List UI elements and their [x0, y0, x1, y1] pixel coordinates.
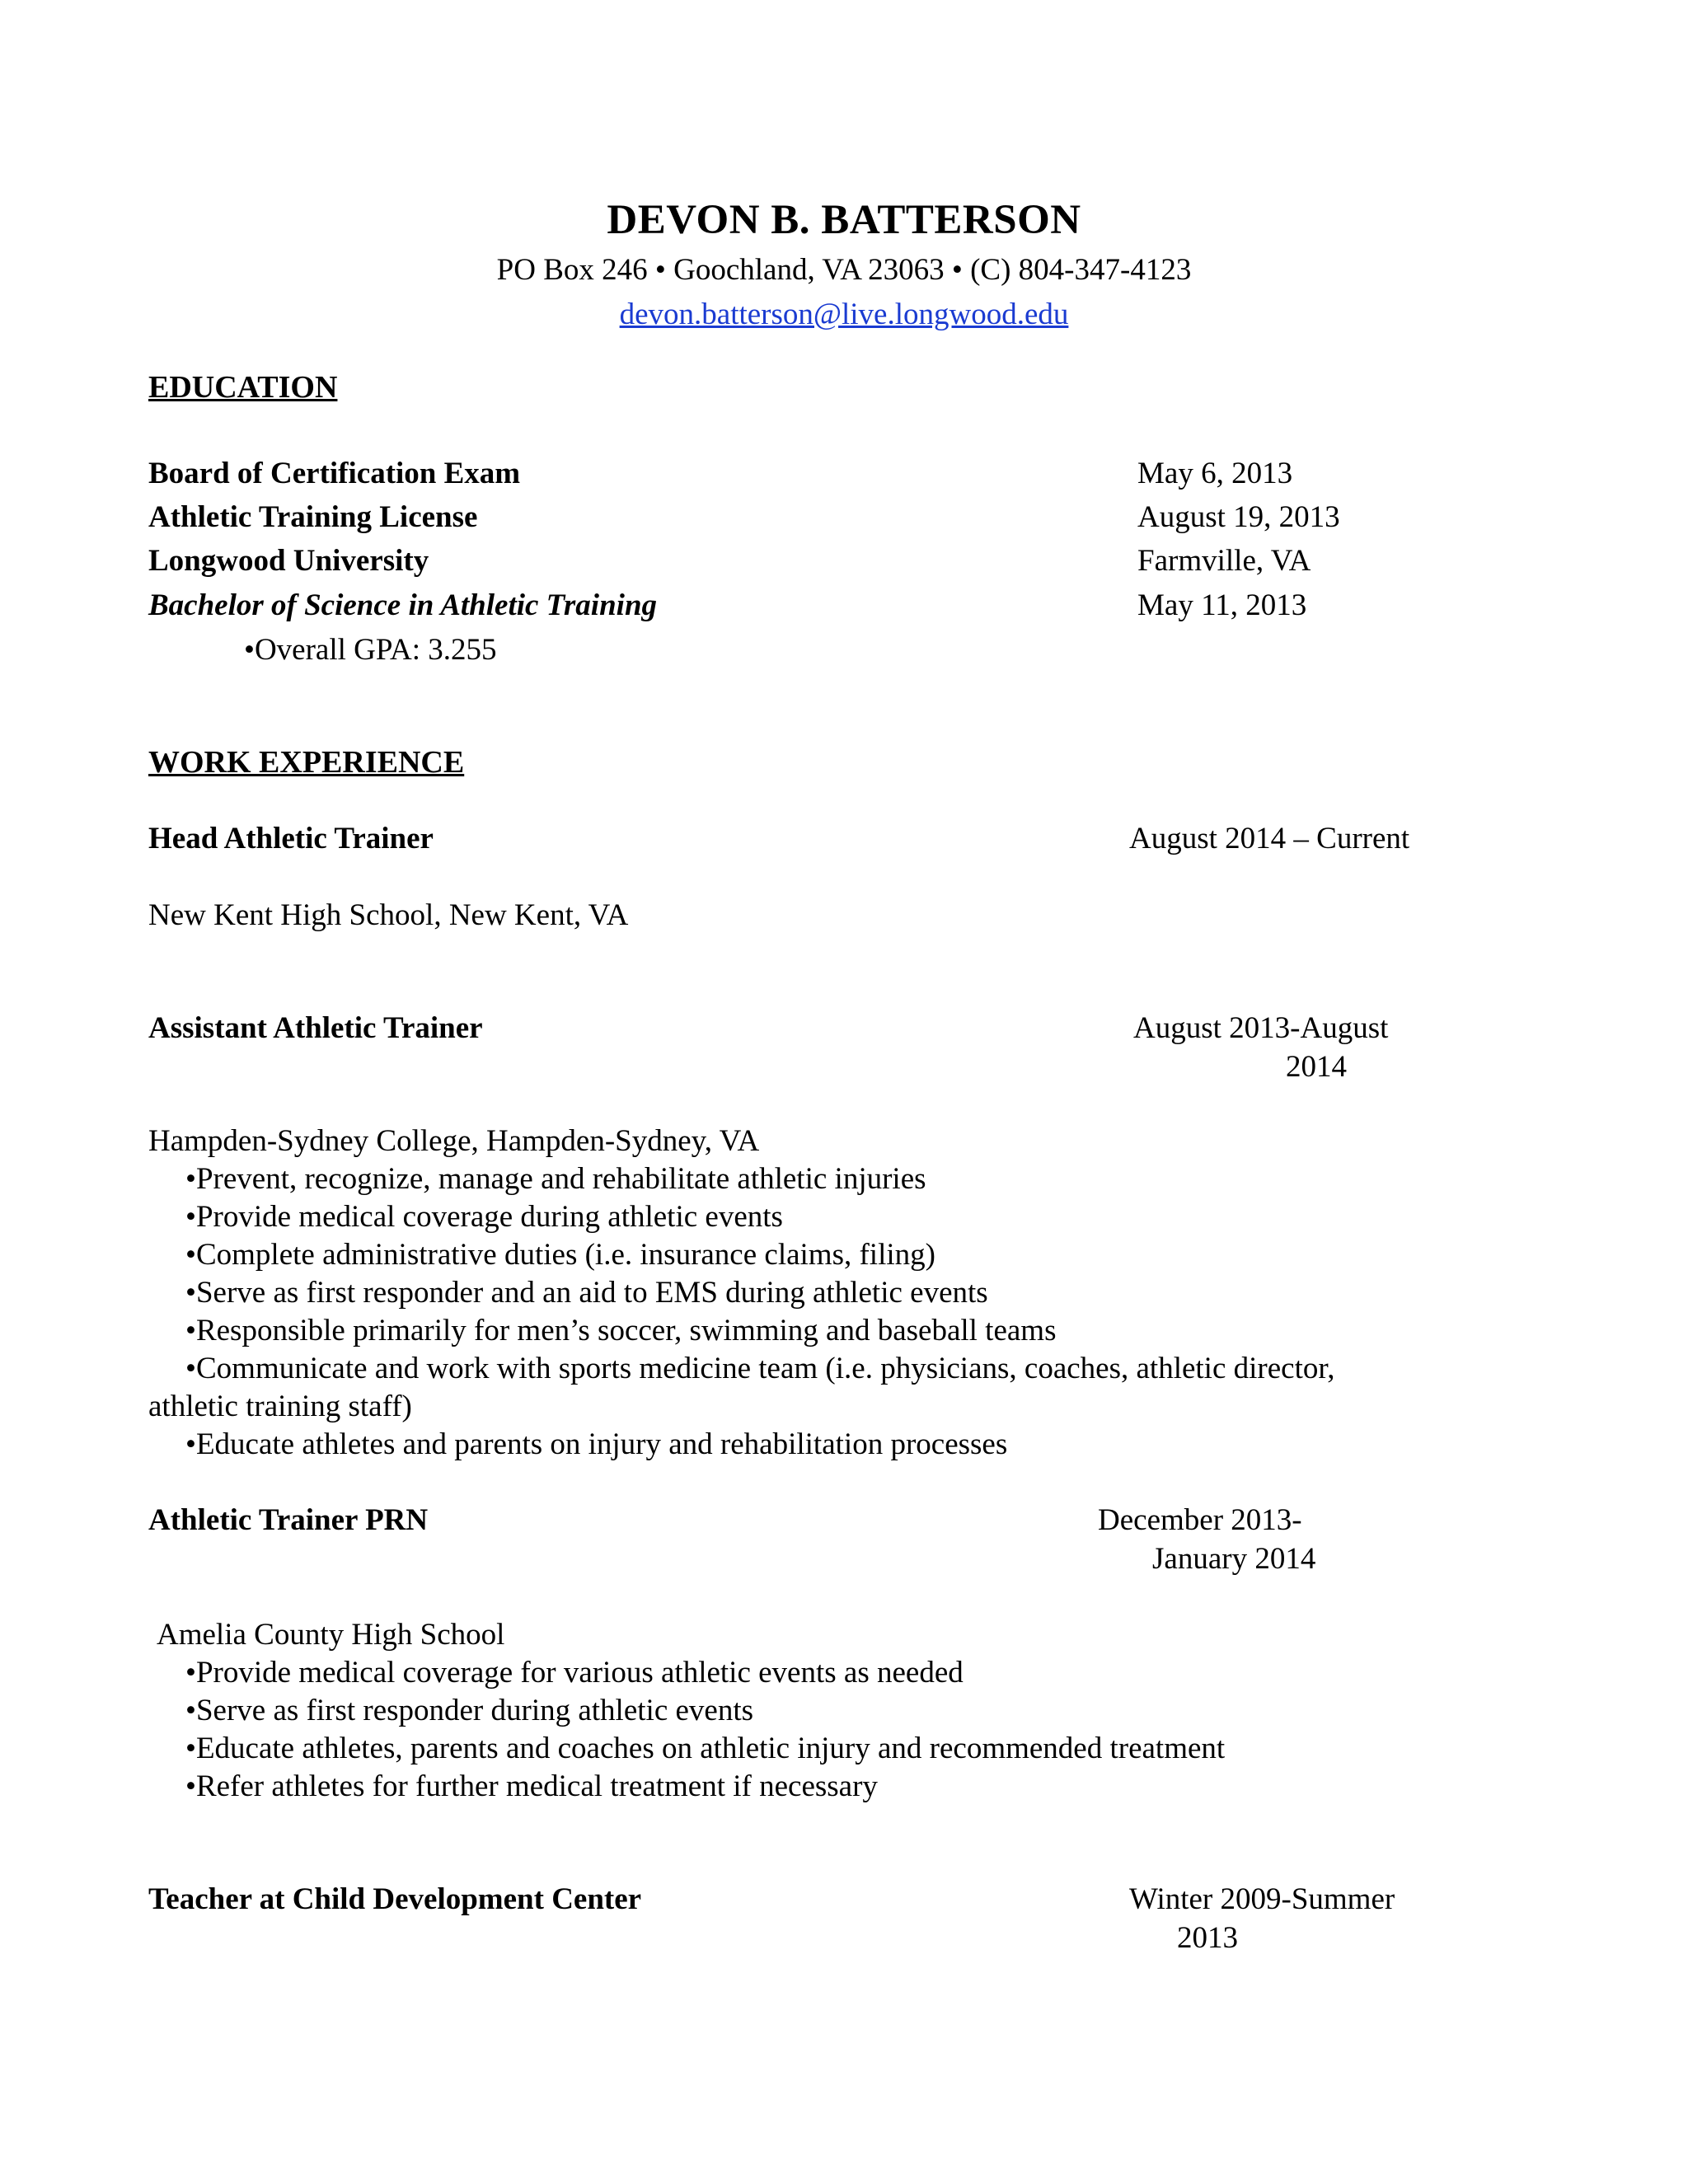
job-1-date-line-1: August 2013-August: [1133, 1011, 1389, 1045]
job-1-bullet-4: •Responsible primarily for men’s soccer, swimming and baseball teams: [185, 1314, 1057, 1347]
edu-row-1-label: Athletic Training License: [148, 500, 478, 534]
candidate-name: DEVON B. BATTERSON: [607, 197, 1081, 243]
edu-row-0-date: May 6, 2013: [1137, 457, 1293, 490]
job-0-title: Head Athletic Trainer: [148, 822, 434, 855]
job-3-date-line-2: 2013: [1177, 1921, 1238, 1955]
job-1-date-line-2: 2014: [1286, 1050, 1347, 1084]
job-1-bullet-2: •Complete administrative duties (i.e. insurance claims, filing): [185, 1238, 935, 1272]
job-0-date: August 2014 – Current: [1129, 822, 1410, 855]
edu-row-2-label: Longwood University: [148, 544, 429, 578]
edu-row-2-location: Farmville, VA: [1137, 544, 1311, 578]
job-2-bullet-0: •Provide medical coverage for various athletic events as needed: [185, 1656, 964, 1690]
job-1-bullet-0: •Prevent, recognize, manage and rehabilitate athletic injuries: [185, 1162, 926, 1196]
edu-row-1-date: August 19, 2013: [1137, 500, 1340, 534]
job-1-bullet-5: •Communicate and work with sports medicine team (i.e. physicians, coaches, athletic director,: [185, 1352, 1335, 1385]
job-2-employer: Amelia County High School: [157, 1618, 505, 1652]
edu-row-3-date: May 11, 2013: [1137, 588, 1307, 622]
edu-row-3-degree: Bachelor of Science in Athletic Training: [148, 588, 658, 622]
job-2-date-line-1: December 2013-: [1098, 1503, 1302, 1537]
contact-line: PO Box 246 • Goochland, VA 23063 • (C) 804-347-4123: [496, 253, 1192, 287]
job-1-employer: Hampden-Sydney College, Hampden-Sydney, VA: [148, 1124, 760, 1158]
job-1-bullet-5-continued: athletic training staff): [148, 1390, 412, 1423]
gpa-bullet: •Overall GPA: 3.255: [244, 633, 497, 667]
job-3-title: Teacher at Child Development Center: [148, 1882, 642, 1916]
job-2-title: Athletic Trainer PRN: [148, 1503, 429, 1537]
email-link[interactable]: devon.batterson@live.longwood.edu: [619, 298, 1069, 331]
work-heading: WORK EXPERIENCE: [148, 745, 465, 780]
job-0-employer: New Kent High School, New Kent, VA: [148, 898, 629, 932]
job-2-bullet-1: •Serve as first responder during athletic events: [185, 1694, 754, 1727]
job-2-bullet-2: •Educate athletes, parents and coaches on athletic injury and recommended treatment: [185, 1732, 1226, 1765]
job-1-bullet-1: •Provide medical coverage during athletic events: [185, 1200, 783, 1234]
email-line: [0, 297, 1688, 332]
job-1-title: Assistant Athletic Trainer: [148, 1011, 483, 1045]
job-1-bullet-3: •Serve as first responder and an aid to EMS during athletic events: [185, 1276, 988, 1310]
job-2-bullet-3: •Refer athletes for further medical treatment if necessary: [185, 1769, 878, 1803]
job-2-date-line-2: January 2014: [1152, 1542, 1316, 1576]
job-3-date-line-1: Winter 2009-Summer: [1129, 1882, 1395, 1916]
job-1-bullet-6: •Educate athletes and parents on injury and rehabilitation processes: [185, 1427, 1008, 1461]
edu-row-0-label: Board of Certification Exam: [148, 457, 521, 490]
education-heading: EDUCATION: [148, 370, 338, 405]
